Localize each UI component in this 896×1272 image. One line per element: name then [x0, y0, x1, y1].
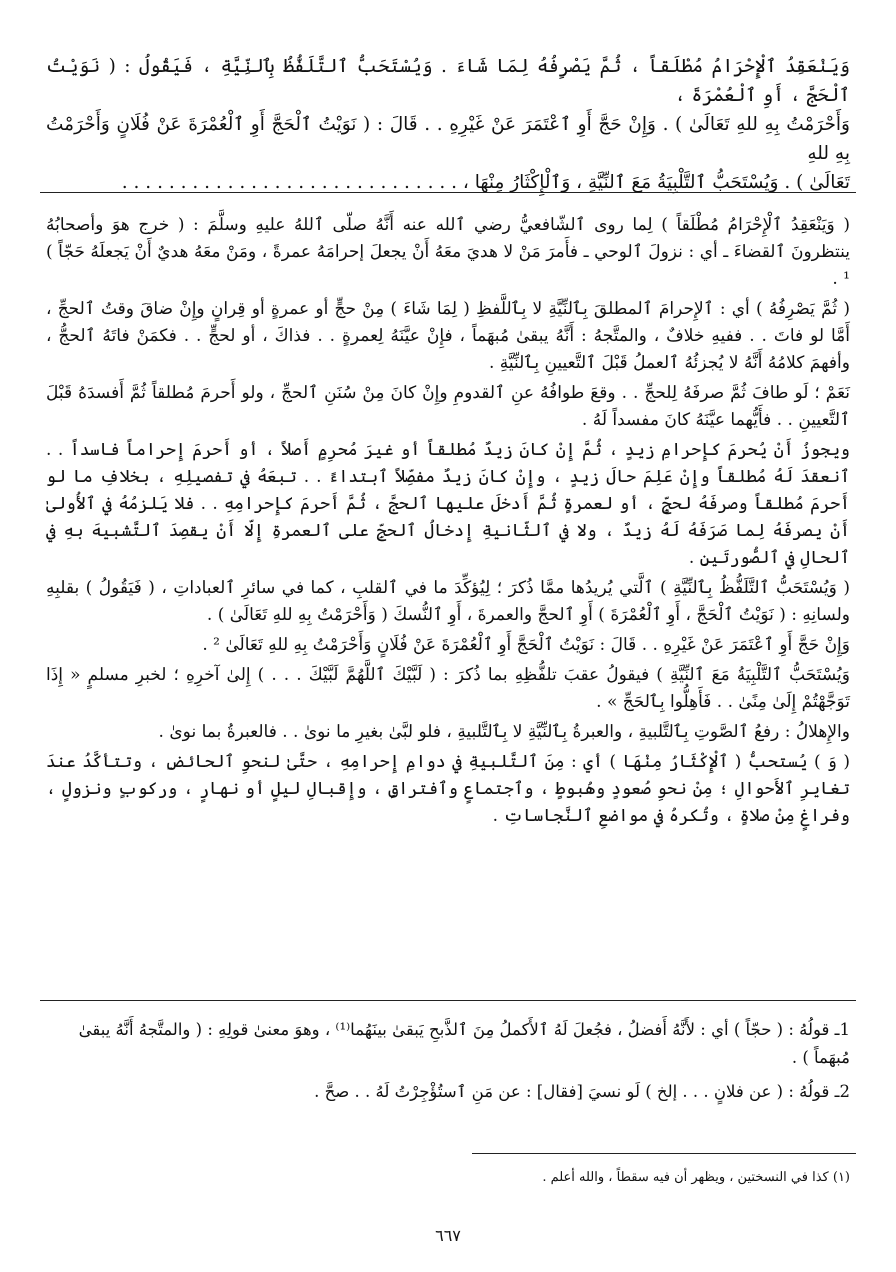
commentary-paragraph: ويجوزُ أَنْ يُحرمَ كإِحرامِ زيدٍ ، ثُمَّ إِنْ كانَ زيدٌ مُطلقاً أو غيرَ مُحرِمٍ أَصلاً ، أو أَحرمَ إِحراماً فاسداً . . ٱنعقدَ لَهُ مُطلقاً وإِنْ عَلِمَ حالَ زيدٍ ، وإِنْ كانَ زيدٌ مفصِّلاً ٱبتداءً . . تبعَهُ في تفصيلِهِ ، بخلافِ ما لو أَحرمَ مُطلقاً وصرفَهُ لحجٍّ ، أو لعمرةٍ ثُمَّ أَدخلَ عليها ٱلحجَّ ، ثُمَّ أَحرمَ كإِحرامِهِ . . فلا يَلزمُهُ في ٱلأُولىٰ أَنْ يصرفَهُ لِما صَرَفَهُ لَهُ زيدٌ ، ولا في ٱلثّانيةِ إِدخالُ ٱلحجِّ على ٱلعمرةِ إِلّا أَنْ يقصِدَ ٱلتَّشبيهَ بهِ في ٱلحالِ في ٱلصُّورتَينِ .: [46, 440, 850, 568]
page-number: ٦٦٧: [435, 1226, 461, 1245]
commentary-paragraph: ( وَيُسْتَحَبُّ ٱلتَّلَفُّظُ بِٱلنِّيَّةِ ) ٱلَّتي يُريدُها ممَّا ذُكرَ ؛ لِيُؤكِّدَ ما في ٱلقلبِ ، كما في سائرِ ٱلعباداتِ ، ( فَيَقُولُ ) بقلبِهِ ولسانِهِ : ( نَوَيْتُ ٱلْحَجَّ ، أَوِ ٱلْعُمْرَةَ ) أَوِ ٱلحجَّ والعمرةَ ، أَوِ ٱلنُّسكَ ( وَأَحْرَمْتُ بِهِ للهِ تَعَالَىٰ ) .: [46, 578, 850, 625]
matn-line: تَعَالَىٰ ) . وَيُسْتَحَبُّ ٱلتَّلْبِيَةُ مَعَ ٱلنِّيَّةِ ، وَٱلْإِكْثَارُ مِنْهَا ، . . . . . . . . . . . . . . . . . . . . . . . . . . . . .: [121, 172, 850, 193]
footnote: (١) كذا في النسختين ، ويظهر أن فيه سقطاً ، والله أعلم .: [542, 1170, 850, 1185]
matn-divider: [40, 192, 856, 193]
notes-divider: [40, 1000, 856, 1001]
note-item: 1ـ قولُهُ : ( حجّاً ) أي : لأَنَّهُ أَفضلُ ، فجُعلَ لَهُ ٱلأَكملُ مِنَ ٱلذَّبحِ يَبقىٰ بينَهُما⁽¹⁾ ، وهوَ معنىٰ قولِهِ : ( والمتَّجهُ أَنَّهُ يبقىٰ مُبهَماً ) .: [78, 1020, 850, 1067]
commentary-paragraph: وَيُسْتَحَبُّ ٱلتَّلْبِيَةُ مَعَ ٱلنِّيَّةِ ) فيقولُ عقبَ تلفُّظِهِ بما ذُكرَ : ( لَبَّيْكَ ٱللَّهُمَّ لَبَّيْكَ . . . ) إِلىٰ آخرِهِ ؛ لخبرِ مسلمٍ « إِذَا تَوَجَّهْتُمْ إِلَىٰ مِنًىٰ . . فَأَهِلُّوا بِٱلحَجِّ » .: [46, 665, 850, 712]
commentary-paragraph: نَعَمْ ؛ لَو طافَ ثُمَّ صرفَهُ لِلحجِّ . . وقعَ طوافُهُ عنِ ٱلقدومِ وإِنْ كانَ مِنْ سُنَنِ ٱلحجِّ ، ولو أَحرمَ مُطلقاً ثُمَّ أَفسدَهُ قَبْلَ ٱلتَّعيينِ . . فأَيُّهما عيَّنَهُ كانَ مفسداً لَهُ .: [46, 383, 850, 430]
matn-text: [46, 52, 850, 197]
note-item: 2ـ قولُهُ : ( عن فلانٍ . . . إلخ ) لَو نسيَ [فقال] : عن مَنِ ٱستُؤْجِرْتُ لَهُ . . صحَّ .: [314, 1082, 850, 1101]
commentary-paragraph: ( وَيَنْعَقِدُ ٱلْإِحْرَامُ مُطْلَقاً ) لِما روى ٱلشّافعيُّ رضي ٱلله عنه أَنَّهُ صلّى ٱللهُ عليهِ وسلَّمَ : ( خرج هوَ وأصحابُهُ ينتظرونَ ٱلقضاءَ ـ أي : نزولَ ٱلوحي ـ فأَمرَ مَنْ لا هديَ معَهُ أَنْ يجعلَ إحرامَهُ عمرةً ، ومَنْ معَهُ هديٌ أَنْ يَجعلَهُ حَجّاً ) ¹ .: [46, 215, 850, 289]
commentary-text: [46, 212, 850, 833]
matn-line: وَيَنْعَقِدُ ٱلْإِحْرَامُ مُطْلَقاً ، ثُمَّ يَصْرِفُهُ لِمَا شَاءَ . وَيُسْتَحَبُّ ٱلتَّلَفُّظُ بِٱلنِّيَّةِ ، فَيَقُولُ : ( نَوَيْتُ ٱلْحَجَّ ، أَوِ ٱلْعُمْرَةَ ،: [46, 56, 850, 106]
footnote-divider: [472, 1153, 856, 1154]
marginal-notes: [46, 1016, 850, 1112]
matn-line: وَأَحْرَمْتُ بِهِ للهِ تَعَالَىٰ ) . وَإِنْ حَجَّ أَوِ ٱعْتَمَرَ عَنْ غَيْرِهِ . . قَالَ : ( نَوَيْتُ ٱلْحَجَّ أَوِ ٱلْعُمْرَةَ عَنْ فُلَانٍ وَأَحْرَمْتُ بِهِ للهِ: [46, 114, 850, 164]
commentary-paragraph: والإِهلالُ : رفعُ ٱلصَّوتِ بِٱلتَّلبيةِ ، والعبرةُ بِٱلنِّيَّةِ لا بِٱلتَّلبيةِ ، فلو لبَّىٰ بغيرِ ما نوىٰ . . فالعبرةُ بما نوىٰ .: [158, 722, 850, 742]
commentary-paragraph: ( ثُمَّ يَصْرِفُهُ ) أي : ٱلإِحرامَ ٱلمطلقَ بِٱلنِّيَّةِ لا بِٱللَّفظِ ( لِمَا شَاءَ ) مِنْ حجٍّ أو عمرةٍ أو قِرانٍ وإِنْ ضاقَ وقتُ ٱلحجِّ ، أَمَّا لو فاتَ . . ففيهِ خلافٌ ، والمتَّجهُ : أَنَّهُ يبقىٰ مُبهَماً ، فإِنْ عيَّنَهُ لِعمرةٍ . . فذاكَ ، أو لحجٍّ . . فكمَنْ فاتَهُ ٱلحجُّ ، وأفهمَ كلامُهُ أَنَّهُ لا يُجزئُهُ ٱلعملُ قَبْلَ ٱلتَّعيينِ بِٱلنِّيَّةِ .: [46, 299, 850, 373]
commentary-paragraph: وَإِنْ حَجَّ أَوِ ٱعْتَمَرَ عَنْ غَيْرِهِ . . قَالَ : نَوَيْتُ ٱلْحَجَّ أَوِ ٱلْعُمْرَةَ عَنْ فُلَانٍ وَأَحْرَمْتُ بِهِ للهِ تَعَالَىٰ ² .: [202, 635, 850, 655]
commentary-paragraph: ( وَ ) يُستحبُّ ( ٱلْإِكْثَارُ مِنْهَا ) أي : مِنَ ٱلتَّلبيةِ في دوامِ إِحرامِهِ ، حتَّىٰ لنحوِ ٱلحائضِ ، وتتأكَّدُ عندَ تغايرِ ٱلأَحوالِ ؛ مِنْ نحوِ صُعودٍ وهُبوطٍ ، وٱجتماعٍ وٱفتراقٍ ، وإِقبالِ ليلٍ أو نهارٍ ، وركوبٍ ونزولٍ ، وفراغٍ مِنْ صلاةٍ ، وتُكرهُ في مواضعِ ٱلنَّجاساتِ .: [46, 752, 850, 826]
